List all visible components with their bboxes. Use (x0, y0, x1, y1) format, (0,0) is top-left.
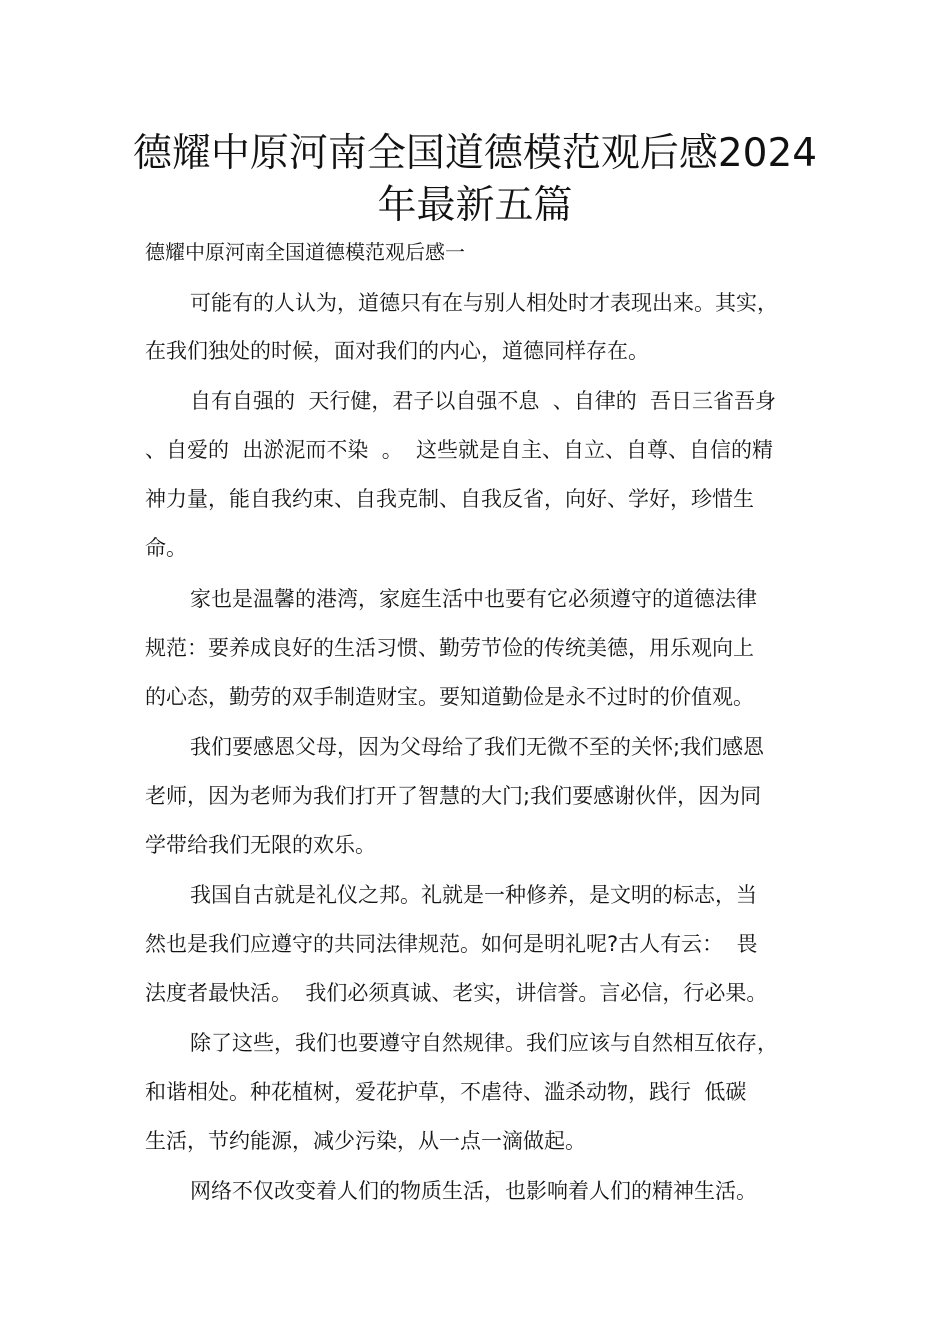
paragraph-line: 除了这些，我们也要遵守自然规律。我们应该与自然相互依存， (190, 1031, 778, 1055)
paragraph-line: 然也是我们应遵守的共同法律规范。如何是明礼呢?古人有云： 畏 (145, 932, 758, 956)
paragraph-line: 我国自古就是礼仪之邦。礼就是一种修养，是文明的标志，当 (190, 883, 757, 907)
section-heading: 德耀中原河南全国道德模范观后感一 (145, 240, 465, 264)
paragraph-line: 网络不仅改变着人们的物质生活，也影响着人们的精神生活。 (190, 1179, 757, 1203)
paragraph-line: 命。 (145, 536, 187, 560)
document-title-line-2: 年最新五篇 (377, 183, 573, 228)
paragraph-line: 可能有的人认为，道德只有在与别人相处时才表现出来。其实， (190, 291, 778, 315)
paragraph-line: 我们要感恩父母，因为父母给了我们无微不至的关怀;我们感恩 (190, 735, 765, 759)
paragraph-line: 自有自强的 天行健，君子以自强不息 、自律的 吾日三省吾身 (190, 389, 777, 413)
paragraph-line: 法度者最快活。 我们必须真诚、老实，讲信誉。言必信，行必果。 (145, 981, 768, 1005)
paragraph-line: 和谐相处。种花植树，爱花护草，不虐待、滥杀动物，践行 低碳 (145, 1080, 747, 1104)
paragraph-line: 在我们独处的时候，面对我们的内心，道德同样存在。 (145, 339, 649, 363)
paragraph-line: 、自爱的 出淤泥而不染 。 这些就是自主、自立、自尊、自信的精 (145, 438, 774, 462)
paragraph-line: 老师，因为老师为我们打开了智慧的大门;我们要感谢伙伴，因为同 (145, 784, 762, 808)
paragraph-line: 家也是温馨的港湾，家庭生活中也要有它必须遵守的道德法律 (190, 587, 757, 611)
document-title-line-1: 德耀中原河南全国道德模范观后感2024 (132, 131, 818, 176)
paragraph-line: 的心态，勤劳的双手制造财宝。要知道勤俭是永不过时的价值观。 (145, 685, 754, 709)
paragraph-line: 学带给我们无限的欢乐。 (145, 833, 376, 857)
paragraph-line: 神力量，能自我约束、自我克制、自我反省，向好、学好，珍惜生 (145, 487, 754, 511)
paragraph-line: 生活，节约能源，减少污染，从一点一滴做起。 (145, 1129, 586, 1153)
paragraph-line: 规范：要养成良好的生活习惯、勤劳节俭的传统美德，用乐观向上 (145, 636, 754, 660)
